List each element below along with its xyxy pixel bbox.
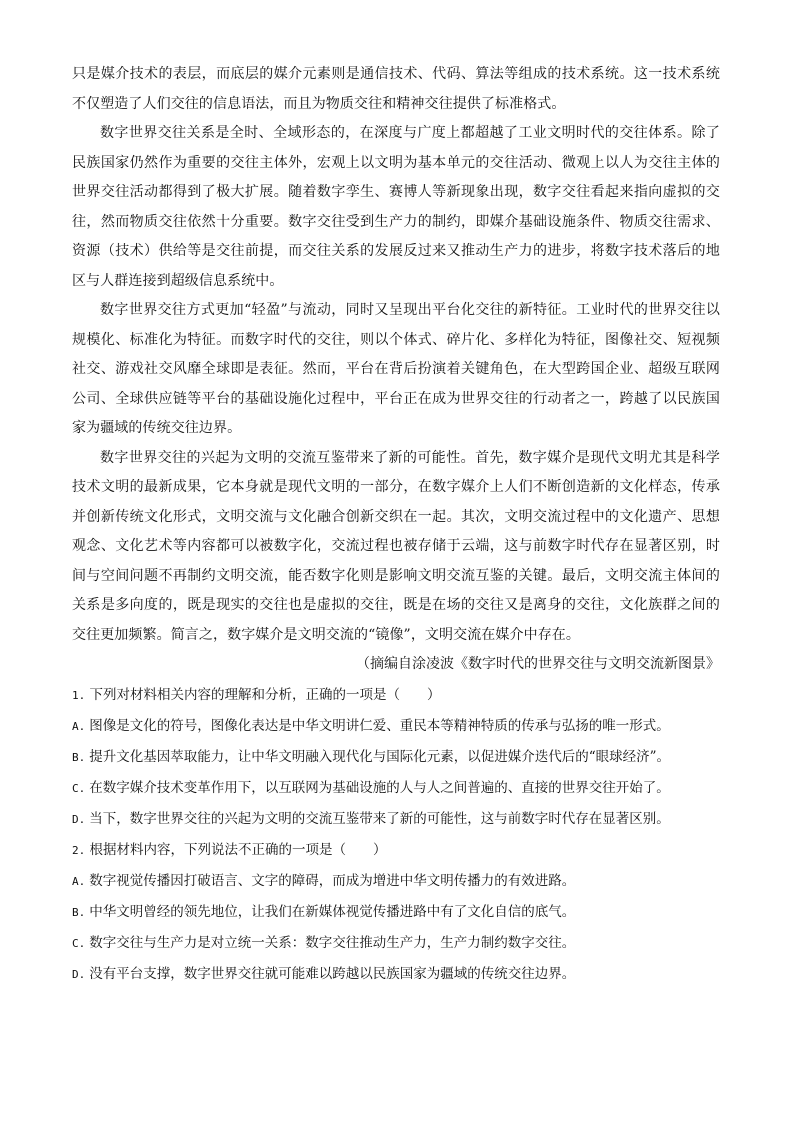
option-text: 没有平台支撑，数字世界交往就可能难以跨越以民族国家为疆域的传统交往边界。	[89, 965, 576, 982]
option-letter: B.	[72, 905, 86, 919]
option-letter: A.	[72, 719, 86, 733]
option-text: 提升文化基因萃取能力，让中华文明融入现代化与国际化元素，以促进媒介迭代后的“眼球经济”。	[89, 748, 671, 765]
document-page	[72, 60, 720, 990]
passage-source: （摘编自涂凌波《数字时代的世界交往与文明交流新图景》	[356, 656, 720, 672]
passage-paragraph-1: 数字世界交往关系是全时、全域形态的，在深度与广度上都超越了工业文明时代的交往体系。除了民族国家仍然作为重要的交往主体外，宏观上以文明为基本单元的交往活动、微观上以人为交往主体的世界交往活动都得到了极大扩展。随着数字孪生、赛博人等新现象出现，数字交往看起来指向虚拟的交往，然而物质交往依然十分重要。数字交往受到生产力的制约，即媒介基础设施条件、物质交往需求、资源（技术）供给等是交往前提，而交往关系的发展反过来又推动生产力的进步，将数字技术落后的地区与人群连接到超级信息系统中。	[72, 125, 720, 289]
option-text: 图像是文化的符号，图像化表达是中华文明讲仁爱、重民本等精神特质的传承与弘扬的唯一形式。	[89, 717, 670, 734]
passage-paragraph-2: 数字世界交往方式更加“轻盈”与流动，同时又呈现出平台化交往的新特征。工业时代的世界交往以规模化、标准化为特征。而数字时代的交往，则以个体式、碎片化、多样化为特征，图像社交、短视频社交、游戏社交风靡全球即是表征。然而，平台在背后扮演着关键角色，在大型跨国企业、超级互联网公司、全球供应链等平台的基础设施化过程中，平台正在成为世界交往的行动者之一，跨越了以民族国家为疆域的传统交往边界。	[72, 302, 720, 436]
option-c	[72, 773, 720, 804]
option-text: 中华文明曾经的领先地位，让我们在新媒体视觉传播进路中有了文化自信的底气。	[89, 903, 576, 920]
option-letter: B.	[72, 750, 86, 764]
option-d	[72, 959, 720, 990]
question-stem	[72, 835, 720, 866]
option-text: 当下，数字世界交往的兴起为文明的交流互鉴带来了新的可能性，这与前数字时代存在显著区别。	[89, 810, 670, 827]
question-number: 1.	[72, 688, 86, 702]
option-text: 数字交往与生产力是对立统一关系：数字交往推动生产力，生产力制约数字交往。	[89, 934, 576, 951]
option-d	[72, 804, 720, 835]
question-2	[72, 835, 720, 990]
option-c	[72, 928, 720, 959]
option-a	[72, 866, 720, 897]
option-letter: C.	[72, 781, 86, 795]
question-text: 根据材料内容，下列说法不正确的一项是（ ）	[89, 841, 387, 858]
question-text: 下列对材料相关内容的理解和分析，正确的一项是（ ）	[89, 686, 441, 703]
passage-paragraph-continued: 只是媒介技术的表层，而底层的媒介元素则是通信技术、代码、算法等组成的技术系统。这一技术系统不仅塑造了人们交往的信息语法，而且为物质交往和精神交往提供了标准格式。	[72, 66, 720, 112]
option-text: 在数字媒介技术变革作用下，以互联网为基础设施的人与人之间普遍的、直接的世界交往开始了。	[89, 779, 670, 796]
option-letter: A.	[72, 874, 86, 888]
question-stem	[72, 680, 720, 711]
option-letter: D.	[72, 967, 86, 981]
option-b	[72, 742, 720, 773]
option-a	[72, 711, 720, 742]
option-letter: D.	[72, 812, 86, 826]
question-number: 2.	[72, 843, 86, 857]
option-b	[72, 897, 720, 928]
passage-paragraph-3: 数字世界交往的兴起为文明的交流互鉴带来了新的可能性。首先，数字媒介是现代文明尤其是科学技术文明的最新成果，它本身就是现代文明的一部分，在数字媒介上人们不断创造新的文化样态，传承并创新传统文化形式，文明交流与文化融合创新交织在一起。其次，文明交流过程中的文化遗产、思想观念、文化艺术等内容都可以被数字化，交流过程也被存储于云端，这与前数字时代存在显著区别，时间与空间问题不再制约文明交流，能否数字化则是影响文明交流互鉴的关键。最后，文明交流主体间的关系是多向度的，既是现实的交往也是虚拟的交往，既是在场的交往又是离身的交往，文化族群之间的交往更加频繁。简言之，数字媒介是文明交流的“镜像”，文明交流在媒介中存在。	[72, 449, 720, 643]
option-text: 数字视觉传播因打破语言、文字的障碍，而成为增进中华文明传播力的有效进路。	[89, 872, 576, 889]
option-letter: C.	[72, 936, 86, 950]
question-1	[72, 680, 720, 835]
